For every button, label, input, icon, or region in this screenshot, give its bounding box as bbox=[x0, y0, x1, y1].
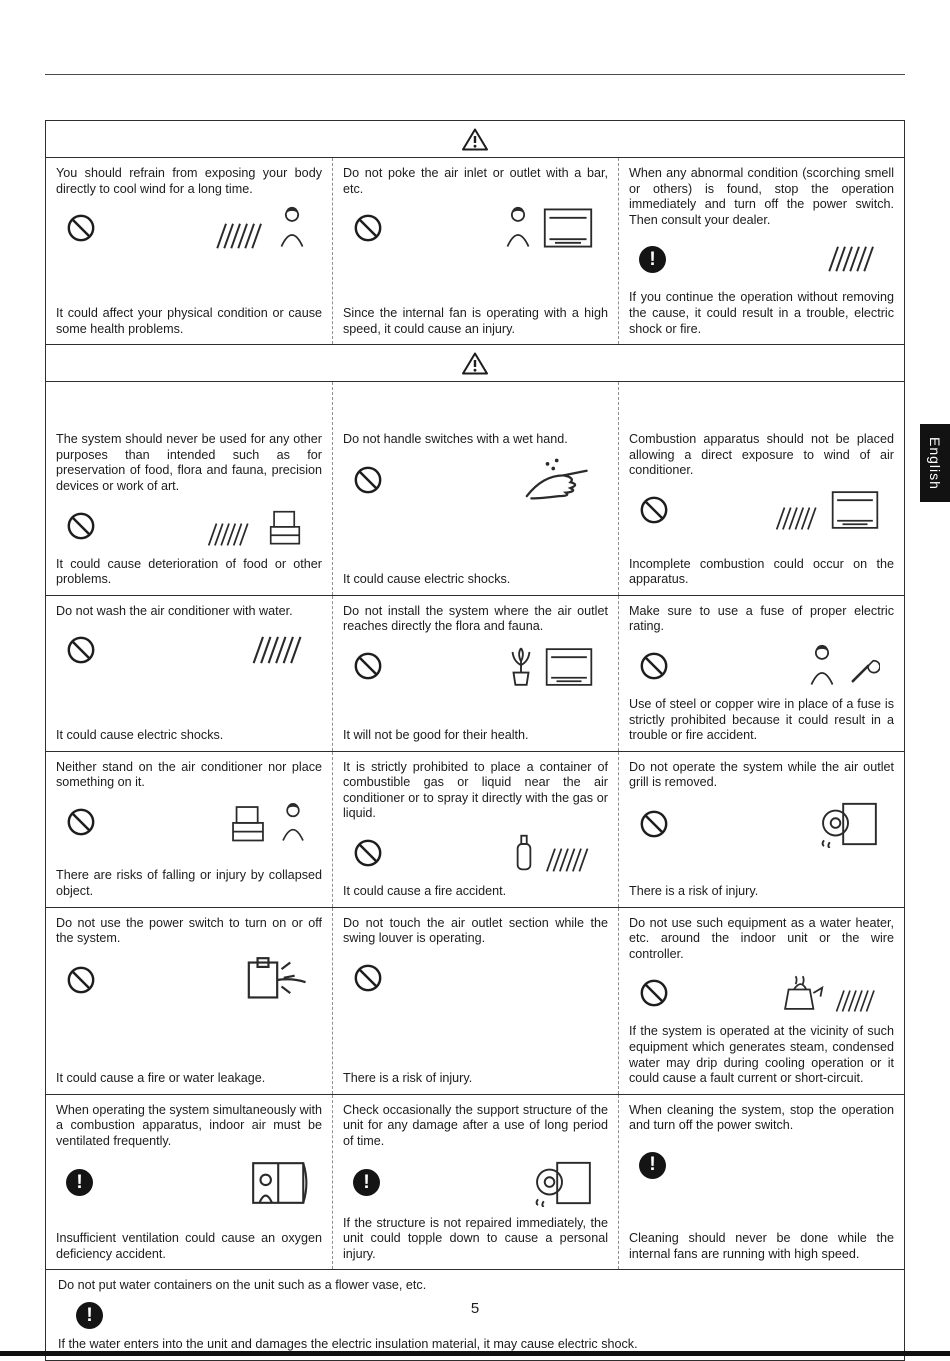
consequence-text: Insufficient ventilation could cause an oxygen deficiency accident. bbox=[56, 1231, 322, 1261]
wet-hand-icon bbox=[524, 457, 594, 503]
cell-graphics bbox=[353, 1159, 602, 1207]
cell-graphics bbox=[639, 644, 888, 688]
consequence-text: It could affect your physical condition or cause some health problems. bbox=[56, 305, 322, 336]
illustration-group bbox=[816, 800, 880, 848]
wind-hatch-icon bbox=[204, 522, 254, 547]
prohibition-icon bbox=[66, 635, 96, 665]
consequence-text: There are risks of falling or injury by collapsed object. bbox=[56, 868, 322, 899]
warning-section-header bbox=[46, 121, 904, 158]
illustration-group bbox=[772, 489, 880, 531]
instruction-text: Do not handle switches with a wet hand. bbox=[343, 432, 568, 447]
safety-cell bbox=[332, 382, 618, 595]
page-number: 5 bbox=[470, 1300, 480, 1317]
instruction-text: Do not poke the air inlet or outlet with a bar, etc. bbox=[343, 166, 608, 196]
illustration-group bbox=[806, 644, 880, 688]
language-tab: English bbox=[920, 424, 950, 502]
safety-cell bbox=[332, 1095, 618, 1270]
illustration-group bbox=[506, 644, 594, 688]
caution-triangle-icon bbox=[461, 351, 489, 376]
cell-graphics bbox=[66, 206, 316, 250]
caution-row bbox=[46, 908, 904, 1095]
cell-graphics bbox=[639, 1143, 888, 1187]
power-switch-icon bbox=[242, 956, 308, 1004]
consequence-text: It could cause a fire accident. bbox=[343, 884, 507, 899]
consequence-text: Use of steel or copper wire in place of a fuse is strictly prohibited because it could result in a trouble or fire accident. bbox=[629, 696, 894, 743]
mandatory-action-icon: ! bbox=[353, 1169, 380, 1196]
cell-graphics bbox=[353, 831, 602, 875]
caution-row bbox=[46, 382, 904, 596]
top-rule bbox=[45, 74, 905, 75]
safety-cell bbox=[332, 752, 618, 907]
safety-cell bbox=[618, 752, 904, 907]
person-icon bbox=[502, 206, 534, 250]
wind-hatch-icon bbox=[542, 847, 594, 873]
safety-cell bbox=[332, 908, 618, 1094]
fan-unit-icon bbox=[816, 800, 880, 848]
illustration-group bbox=[824, 245, 880, 273]
cell-graphics bbox=[639, 971, 888, 1015]
instruction-text: It is strictly prohibited to place a container of combustible gas or liquid near the air conditioner or to spray it directly with the gas or liquid. bbox=[343, 759, 608, 821]
consequence-text: It will not be good for their health. bbox=[343, 728, 529, 743]
safety-cell bbox=[46, 1095, 332, 1270]
person-icon bbox=[806, 644, 838, 688]
sitting-person-icon bbox=[276, 206, 308, 250]
caution-section-header bbox=[46, 345, 904, 382]
water-hatch-icon bbox=[248, 635, 308, 665]
prohibition-icon bbox=[639, 495, 669, 525]
consequence-text: Since the internal fan is operating with a high speed, it could cause an injury. bbox=[343, 305, 608, 336]
cell-graphics bbox=[353, 457, 602, 503]
warning-triangle-icon bbox=[461, 127, 489, 152]
safety-cell bbox=[332, 158, 618, 344]
safety-precautions-table bbox=[45, 120, 905, 1361]
mandatory-action-icon: ! bbox=[76, 1302, 103, 1329]
consequence-text: It could cause electric shocks. bbox=[56, 728, 224, 743]
mandatory-action-icon: ! bbox=[639, 246, 666, 273]
person-icon bbox=[278, 802, 308, 844]
prohibition-icon bbox=[639, 809, 669, 839]
cell-graphics bbox=[639, 488, 888, 532]
instruction-text: When operating the system simultaneously with a combustion apparatus, indoor air must be ventilated frequently. bbox=[56, 1102, 322, 1148]
instruction-text: Do not use such equipment as a water heater, etc. around the indoor unit or the wire controller. bbox=[629, 915, 894, 961]
illustration-group bbox=[212, 206, 308, 250]
consequence-text: If the structure is not repaired immediately, the unit could topple down to cause a personal injury. bbox=[343, 1215, 608, 1261]
safety-cell bbox=[46, 908, 332, 1094]
wind-hatch-icon bbox=[212, 222, 268, 250]
cell-graphics bbox=[66, 956, 316, 1004]
safety-cell bbox=[332, 596, 618, 751]
prohibition-icon bbox=[353, 213, 383, 243]
wind-hatch-icon bbox=[824, 245, 880, 273]
prohibition-icon bbox=[639, 978, 669, 1008]
wind-hatch-icon bbox=[772, 506, 822, 531]
consequence-text: It could cause electric shocks. bbox=[343, 572, 511, 587]
instruction-text: Make sure to use a fuse of proper electric rating. bbox=[629, 603, 894, 634]
illustration-group bbox=[514, 833, 594, 873]
instruction-text: Check occasionally the support structure of the unit for any damage after a use of long period of time. bbox=[343, 1102, 608, 1148]
instruction-text: Do not install the system where the air outlet reaches directly the flora and fauna. bbox=[343, 603, 608, 634]
cell-graphics bbox=[66, 628, 316, 672]
cell-graphics bbox=[66, 504, 316, 548]
prohibition-icon bbox=[353, 963, 383, 993]
illustration-group bbox=[204, 505, 308, 547]
illustration-group bbox=[778, 973, 880, 1013]
ac-unit-icon bbox=[544, 646, 594, 688]
safety-cell bbox=[618, 382, 904, 595]
instruction-text: Combustion apparatus should not be placed allowing a direct exposure to wind of air conditioner. bbox=[629, 432, 894, 478]
wind-hatch-icon bbox=[832, 989, 880, 1013]
consequence-text: If the system is operated at the vicinity of such equipment which generates steam, condensed water may drip during cooling operation or it could cause a fault current or short-circuit. bbox=[629, 1024, 894, 1086]
illustration-group bbox=[226, 800, 308, 844]
cell-graphics bbox=[639, 800, 888, 848]
prohibition-icon bbox=[353, 838, 383, 868]
instruction-text: Do not touch the air outlet section while the swing louver is operating. bbox=[343, 915, 608, 946]
mandatory-action-icon: ! bbox=[639, 1152, 666, 1179]
window-ventilation-icon bbox=[238, 1159, 308, 1207]
instruction-text: Do not wash the air conditioner with water. bbox=[56, 603, 293, 618]
instruction-text: Do not use the power switch to turn on or off the system. bbox=[56, 915, 322, 946]
cell-graphics bbox=[639, 237, 888, 281]
caution-row bbox=[46, 1095, 904, 1271]
prohibition-icon bbox=[66, 965, 96, 995]
consequence-text: It could cause deterioration of food or other problems. bbox=[56, 556, 322, 587]
cell-graphics bbox=[353, 206, 602, 250]
prohibition-icon bbox=[353, 465, 383, 495]
consequence-text: Cleaning should never be done while the internal fans are running with high speed. bbox=[629, 1231, 894, 1261]
instruction-text: When cleaning the system, stop the operation and turn off the power switch. bbox=[629, 1102, 894, 1133]
consequence-text: If you continue the operation without removing the cause, it could result in a trouble, electric shock or fire. bbox=[629, 290, 894, 336]
consequence-text: There is a risk of injury. bbox=[629, 884, 759, 899]
illustration-group bbox=[248, 635, 308, 665]
illustration-group bbox=[524, 457, 594, 503]
illustration-group bbox=[502, 206, 594, 250]
safety-cell bbox=[46, 752, 332, 907]
ac-unit-icon bbox=[542, 206, 594, 250]
illustration-group bbox=[242, 956, 308, 1004]
caution-row bbox=[46, 596, 904, 752]
unit-on-stand-icon bbox=[530, 1159, 594, 1207]
safety-cell bbox=[618, 908, 904, 1094]
prohibition-icon bbox=[66, 807, 96, 837]
safety-cell bbox=[46, 596, 332, 751]
safety-cell bbox=[618, 158, 904, 344]
prohibition-icon bbox=[66, 511, 96, 541]
kettle-icon bbox=[778, 973, 824, 1013]
consequence-text: There is a risk of injury. bbox=[343, 1071, 473, 1086]
instruction-text: Neither stand on the air conditioner nor place something on it. bbox=[56, 759, 322, 790]
cell-graphics bbox=[66, 1159, 316, 1207]
consequence-text: It could cause a fire or water leakage. bbox=[56, 1071, 266, 1086]
plant-icon bbox=[506, 644, 536, 688]
instruction-text: The system should never be used for any other purposes than intended such as for preservation of food, flora and fauna, precision devices or work of art. bbox=[56, 432, 322, 493]
illustration-group bbox=[238, 1159, 308, 1207]
warning-row bbox=[46, 158, 904, 345]
consequence-text: If the water enters into the unit and damages the electric insulation material, it may cause electric shock. bbox=[58, 1336, 638, 1351]
prohibition-icon bbox=[353, 651, 383, 681]
safety-cell bbox=[618, 1095, 904, 1270]
cell-graphics bbox=[353, 956, 602, 1000]
instruction-text: You should refrain from exposing your body directly to cool wind for a long time. bbox=[56, 166, 322, 196]
safety-cell bbox=[618, 596, 904, 751]
cell-graphics bbox=[353, 644, 602, 688]
illustration-group bbox=[530, 1159, 594, 1207]
consequence-text: Incomplete combustion could occur on the apparatus. bbox=[629, 556, 894, 587]
storage-cabinet-icon bbox=[262, 505, 308, 547]
prohibition-icon bbox=[66, 213, 96, 243]
safety-cell bbox=[46, 382, 332, 595]
instruction-text: Do not operate the system while the air outlet grill is removed. bbox=[629, 759, 894, 790]
instruction-text: When any abnormal condition (scorching smell or others) is found, stop the operation immediately and turn off the power switch. Then consult your dealer. bbox=[629, 166, 894, 227]
combustion-apparatus-icon bbox=[830, 489, 880, 531]
bottom-scan-edge bbox=[0, 1351, 950, 1356]
cell-graphics bbox=[66, 800, 316, 844]
wrench-icon bbox=[846, 654, 880, 688]
prohibition-icon bbox=[639, 651, 669, 681]
safety-cell bbox=[46, 158, 332, 344]
stacked-boxes-icon bbox=[226, 800, 270, 844]
spray-can-icon bbox=[514, 833, 534, 873]
instruction-text: Do not put water containers on the unit such as a flower vase, etc. bbox=[58, 1278, 427, 1293]
mandatory-action-icon: ! bbox=[66, 1169, 93, 1196]
caution-row bbox=[46, 752, 904, 908]
